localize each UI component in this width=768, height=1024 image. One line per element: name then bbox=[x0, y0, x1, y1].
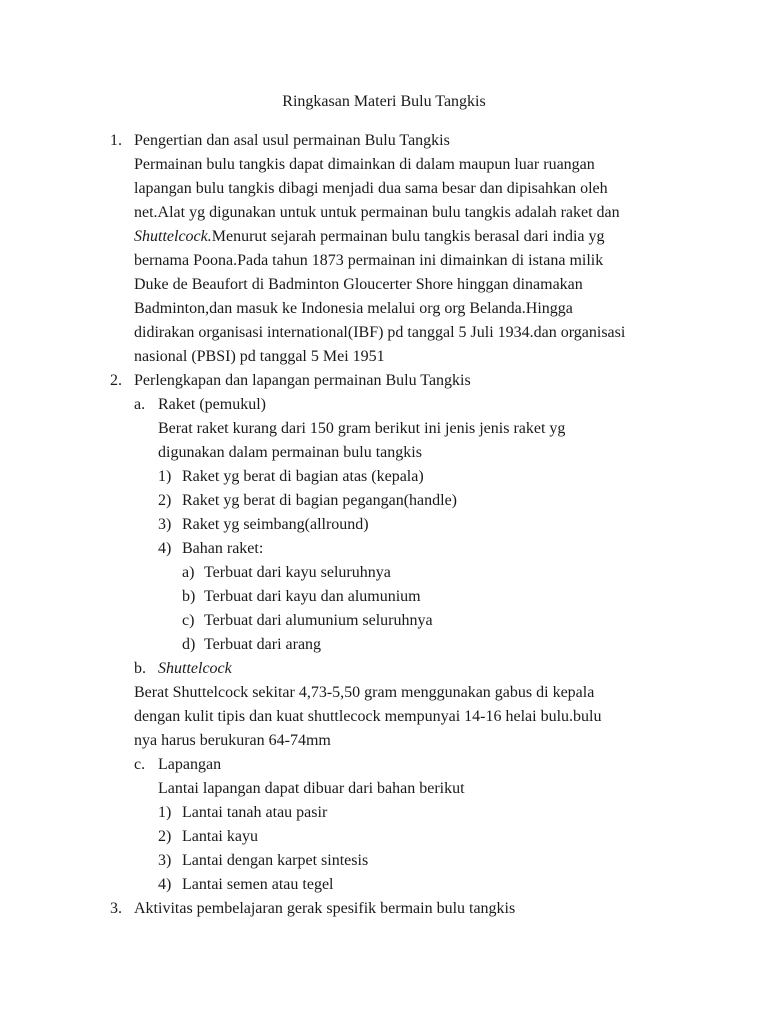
list-item: Lantai dengan karpet sintesis bbox=[182, 852, 369, 869]
section-1-heading: Pengertian dan asal usul permainan Bulu Tangkis bbox=[134, 132, 450, 149]
subsection-b-line: Berat Shuttelcock sekitar 4,73-5,50 gram menggunakan gabus di kepala bbox=[134, 684, 595, 701]
list-item-number: 2) bbox=[158, 492, 172, 509]
list-item-number: 4) bbox=[158, 876, 172, 893]
list-item-number: 1) bbox=[158, 468, 172, 485]
sub-list-item-label: b) bbox=[182, 588, 196, 605]
section-1-line-text: Menurut sejarah permainan bulu tangkis berasal dari india yg bbox=[211, 228, 605, 245]
list-item-number: 2) bbox=[158, 828, 172, 845]
subsection-b-heading bbox=[158, 659, 232, 679]
list-item: Bahan raket: bbox=[182, 540, 264, 557]
shuttlecock-term: Shuttelcock. bbox=[134, 228, 212, 245]
section-1-line: Duke de Beaufort di Badminton Gloucerter Shore hinggan dinamakan bbox=[134, 276, 583, 293]
section-3-number: 3. bbox=[110, 900, 122, 917]
list-item-number: 1) bbox=[158, 804, 172, 821]
subsection-a-label: a. bbox=[134, 396, 146, 413]
sub-list-item: Terbuat dari alumunium seluruhnya bbox=[204, 612, 433, 629]
section-1-line: Permainan bulu tangkis dapat dimainkan di dalam maupun luar ruangan bbox=[134, 156, 595, 173]
subsection-c-line: Lantai lapangan dapat dibuar dari bahan berikut bbox=[158, 780, 465, 797]
subsection-b-label: b. bbox=[134, 660, 146, 677]
sub-list-item: Terbuat dari kayu seluruhnya bbox=[204, 564, 391, 581]
section-2-heading: Perlengkapan dan lapangan permainan Bulu Tangkis bbox=[134, 372, 471, 389]
list-item-number: 3) bbox=[158, 852, 172, 869]
list-item: Raket yg berat di bagian pegangan(handle) bbox=[182, 492, 457, 509]
subsection-b-line: nya harus berukuran 64-74mm bbox=[134, 732, 331, 749]
sub-list-item-label: d) bbox=[182, 636, 196, 653]
list-item: Raket yg seimbang(allround) bbox=[182, 516, 369, 533]
section-1-line: didirakan organisasi international(IBF) pd tanggal 5 Juli 1934.dan organisasi bbox=[134, 324, 626, 341]
list-item: Raket yg berat di bagian atas (kepala) bbox=[182, 468, 424, 485]
list-item-number: 3) bbox=[158, 516, 172, 533]
section-1-line bbox=[134, 227, 605, 247]
sub-list-item-label: a) bbox=[182, 564, 195, 581]
subsection-a-line: digunakan dalam permainan bulu tangkis bbox=[158, 444, 422, 461]
subsection-a-heading: Raket (pemukul) bbox=[158, 396, 266, 413]
section-1-line: net.Alat yg digunakan untuk untuk permainan bulu tangkis adalah raket dan bbox=[134, 204, 620, 221]
list-item: Lantai semen atau tegel bbox=[182, 876, 334, 893]
sub-list-item: Terbuat dari arang bbox=[204, 636, 322, 653]
subsection-c-heading: Lapangan bbox=[158, 756, 222, 773]
subsection-c-label: c. bbox=[134, 756, 146, 773]
section-1-line: bernama Poona.Pada tahun 1873 permainan ini dimainkan di istana milik bbox=[134, 252, 604, 269]
subsection-a-line: Berat raket kurang dari 150 gram berikut ini jenis jenis raket yg bbox=[158, 420, 566, 437]
subsection-b-heading-text: Shuttelcock bbox=[158, 660, 232, 677]
section-1-line: lapangan bulu tangkis dibagi menjadi dua sama besar dan dipisahkan oleh bbox=[134, 180, 608, 197]
section-1-number: 1. bbox=[110, 132, 122, 149]
subsection-b-line: dengan kulit tipis dan kuat shuttlecock mempunyai 14-16 helai bulu.bulu bbox=[134, 708, 602, 725]
list-item: Lantai kayu bbox=[182, 828, 258, 845]
page-title: Ringkasan Materi Bulu Tangkis bbox=[282, 93, 486, 110]
section-1-line: Badminton,dan masuk ke Indonesia melalui org org Belanda.Hingga bbox=[134, 300, 573, 317]
sub-list-item: Terbuat dari kayu dan alumunium bbox=[204, 588, 421, 605]
list-item: Lantai tanah atau pasir bbox=[182, 804, 328, 821]
section-2-number: 2. bbox=[110, 372, 122, 389]
list-item-number: 4) bbox=[158, 540, 172, 557]
section-1-line: nasional (PBSI) pd tanggal 5 Mei 1951 bbox=[134, 348, 385, 365]
sub-list-item-label: c) bbox=[182, 612, 195, 629]
section-3-heading: Aktivitas pembelajaran gerak spesifik bermain bulu tangkis bbox=[134, 900, 516, 917]
